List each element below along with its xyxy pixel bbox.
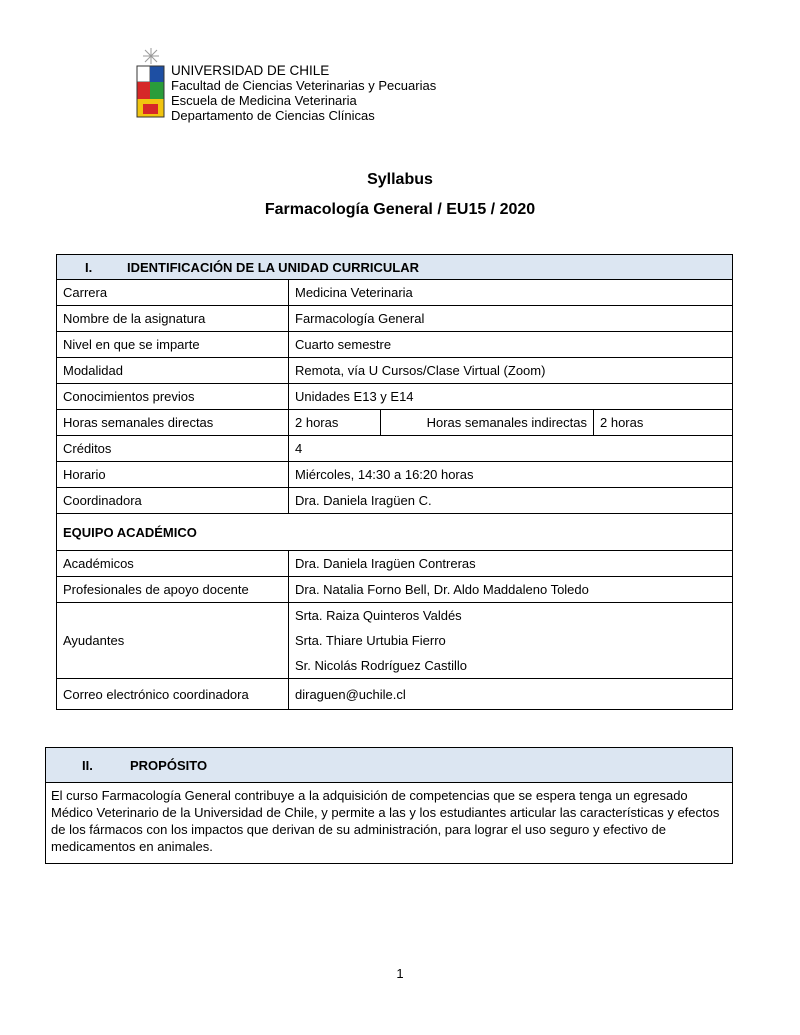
table-row — [57, 410, 733, 436]
row-label: Carrera — [57, 280, 289, 306]
row-label: Ayudantes — [57, 603, 289, 679]
table-row — [57, 384, 733, 410]
row-label: Conocimientos previos — [57, 384, 289, 410]
row-label: Nivel en que se imparte — [57, 332, 289, 358]
university-crest-icon — [134, 46, 168, 124]
row-value: 2 horas — [594, 410, 733, 436]
row-label: Modalidad — [57, 358, 289, 384]
identification-table — [56, 254, 733, 710]
section-heading-row — [57, 255, 733, 280]
row-value: Dra. Daniela Iragüen Contreras — [289, 551, 733, 577]
row-value: Farmacología General — [289, 306, 733, 332]
team-heading-row — [57, 514, 733, 551]
table-row — [57, 679, 733, 710]
section-heading-row — [46, 748, 733, 783]
row-value: Remota, vía U Cursos/Clase Virtual (Zoom) — [289, 358, 733, 384]
faculty-name: Facultad de Ciencias Veterinarias y Pecuarias — [171, 78, 437, 93]
row-value: Dra. Natalia Forno Bell, Dr. Aldo Maddaleno Toledo — [289, 577, 733, 603]
table-row — [57, 577, 733, 603]
table-row — [57, 436, 733, 462]
row-label: Correo electrónico coordinadora — [57, 679, 289, 710]
row-value: Medicina Veterinaria — [289, 280, 733, 306]
list-item: Sr. Nicolás Rodríguez Castillo — [295, 658, 467, 673]
row-label: Académicos — [57, 551, 289, 577]
table-row — [46, 783, 733, 864]
row-label: Coordinadora — [57, 488, 289, 514]
row-label: Horas semanales indirectas — [381, 410, 594, 436]
row-value: Dra. Daniela Iragüen C. — [289, 488, 733, 514]
assistants-list — [289, 603, 733, 679]
list-item: Srta. Thiare Urtubia Fierro — [295, 633, 446, 648]
table-row — [57, 603, 733, 679]
page-number: 1 — [396, 966, 404, 981]
table-row — [57, 488, 733, 514]
table-row — [57, 280, 733, 306]
school-name: Escuela de Medicina Veterinaria — [171, 93, 357, 108]
course-title: Farmacología General / EU15 / 2020 — [264, 201, 536, 218]
row-label: Horas semanales directas — [57, 410, 289, 436]
table-row — [57, 462, 733, 488]
row-label: Profesionales de apoyo docente — [57, 577, 289, 603]
coordinator-email: diraguen@uchile.cl — [289, 679, 733, 710]
purpose-table — [45, 747, 733, 864]
document-title: Syllabus — [367, 171, 433, 188]
university-name: UNIVERSIDAD DE CHILE — [171, 63, 330, 78]
institution-header — [134, 46, 474, 126]
row-value: Miércoles, 14:30 a 16:20 horas — [289, 462, 733, 488]
row-label: Nombre de la asignatura — [57, 306, 289, 332]
row-label: Créditos — [57, 436, 289, 462]
list-item: Srta. Raiza Quinteros Valdés — [295, 608, 462, 623]
section-heading: PROPÓSITO — [130, 757, 208, 773]
purpose-text: El curso Farmacología General contribuye a la adquisición de competencias que se espera tenga un egresado Médico Veterinario de la Universidad de Chile, y permite a las y los estudiantes articular las características y efectos de los fármacos con los impactos que derivan de su administración, para lograr el uso seguro y efectivo de medicamentos en animales. — [46, 783, 733, 864]
row-value: Cuarto semestre — [289, 332, 733, 358]
table-row — [57, 358, 733, 384]
table-row — [57, 306, 733, 332]
department-name: Departamento de Ciencias Clínicas — [171, 108, 375, 123]
section-number: I. — [85, 259, 93, 275]
row-value: Unidades E13 y E14 — [289, 384, 733, 410]
table-row — [57, 551, 733, 577]
table-row — [57, 332, 733, 358]
team-heading: EQUIPO ACADÉMICO — [57, 514, 733, 551]
section-heading: IDENTIFICACIÓN DE LA UNIDAD CURRICULAR — [127, 259, 420, 275]
row-value: 4 — [289, 436, 733, 462]
row-label: Horario — [57, 462, 289, 488]
row-value: 2 horas — [289, 410, 381, 436]
section-number: II. — [82, 757, 93, 773]
